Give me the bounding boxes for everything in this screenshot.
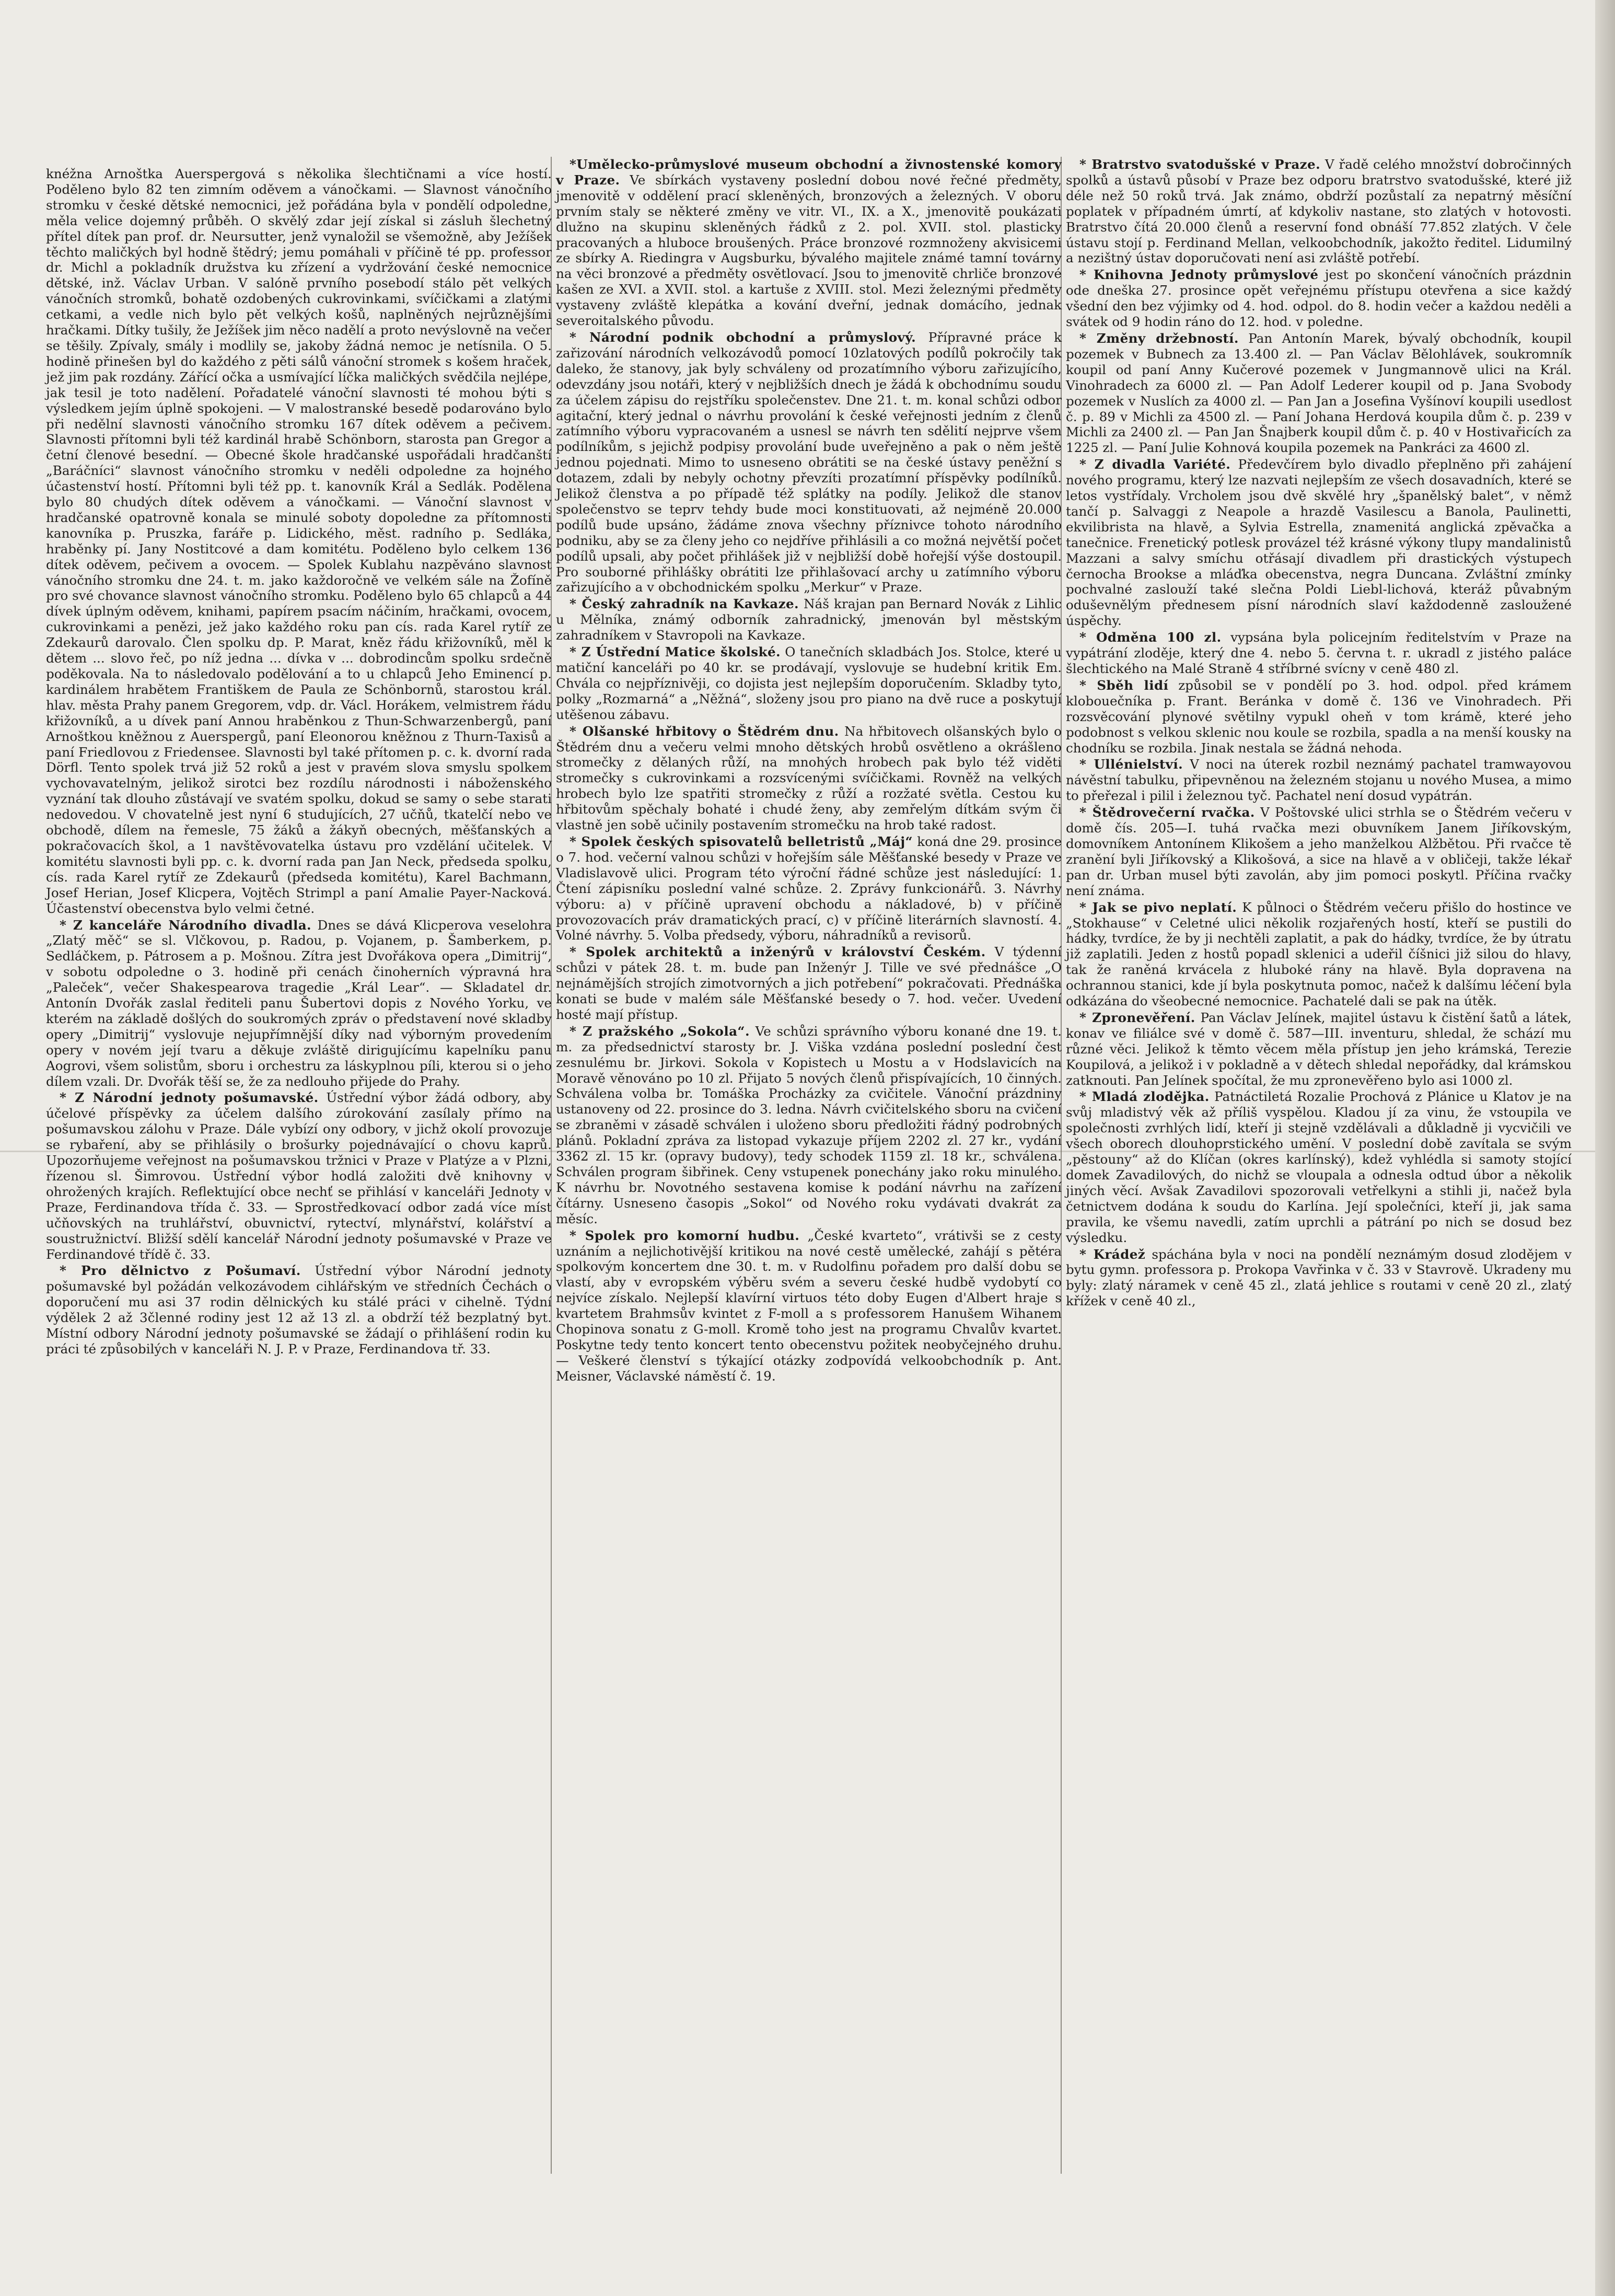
news-text: V řadě celého množství dobročinných spolků a ústavů působí v Praze bez odporu bratrstvo svatodušské, které již déle než 50 roků trvá. Jak známo, obdrží pozůstalí za nepatrný měsíční poplatek v případném úmrtí, ať kdykoliv nastane, sto zlatých v hotovosti. Bratrstvo čítá 20.000 členů a reservní fond obnáší 77.852 zlatých. V čele ústavu stojí p. Ferdinand Mellan, velkoobchodník, jakožto ředitel. Lidumilný a nezištný ústav doporučovati není asi zvláště potřebí. bbox=[1066, 157, 1572, 266]
news-text: knéžna Arnoštka Auerspergová s několika šlechtičnami a více hostí. Poděleno bylo 82 ten zimním oděvem a vánočkami. — Slavnost vánočního stromku v české dětské nemocnici, jež pořádána byla v pondělí odpoledne, měla velice dojemný průběh. O skvělý zdar její získal si zásluh šlechetný přítel dítek pan prof. dr. Neursutter, jenž vynaložil se všemožně, aby Ježíšek těchto maličkých byl hodně štědrý; jemu pomáhali v příčině té pp. professor dr. Michl a pokladník družstva ku zřízení a vydržování české nemocnice dětské, inž. Václav Urban. V salóně prvního posebodí stálo pět velkých vánočních stromků, bohatě ozdobených cukrovinkami, svíčičkami a zlatými cetkami, a vedle nich bylo pět velkých košů, naplněných nejrůznějšími hračkami. Dítky tušily, že Ježíšek jim něco nadělí a proto nevýslovně na večer se těšily. Zpívaly, smály i modlily se, jakoby žádná nemoc je netísnila. O 5. hodině přinešen byl do každého z pěti sálů vánoční stromek s košem hraček, jež jim pak rozdány. Zářící očka a usmívající líčka maličkých svědčila nejlépe, jak tesil je toto nadělení. Pořadatelé vánoční slavnosti té mohou býti s výsledkem jejím úplně spokojeni. — V malostranské besedě podarováno bylo při nedělní slavnosti vánočního stromku 167 dítek oděvem a pečivem. Slavnosti přítomni byli též kardinál hrabě Schönborn, starosta pan Gregor a četní členové besední. — Obecné škole hradčanské uspořádali hradčanští „Baráčníci“ slavnost vánočního stromku v neděli odpoledne za hojného účastenství hostí. Přítomni byli též pp. t. kanovník Král a Sedlák. Podělena bylo 80 chudých dítek oděvem a vánočkami. — Vánoční slavnost v hradčanské opatrovně konala se minulé soboty dopoledne za přítomnosti kanovníka p. Pruszka, faráře p. Lidického, měst. radního p. Sedláka, hraběnky pí. Jany Nostitcové a dam komitétu. Poděleno bylo celkem 136 dítek oděvem, pečivem a ovocem. — Spolek Kublahu nazpěváno slavnost vánočního stromku dne 24. t. m. jako každoročně ve velkém sále na Žofíně pro své chovance slavnost vánočního stromku. Poděleno bylo 65 chlapců a 44 dívek úplným oděvem, knihami, papírem psacím náčiním, hračkami, ovocem, cukrovinkami a penězi, jež jako každého roku pan cís. rada Karel rytíř ze Zdekaurů darovalo. Člen spolku dp. P. Marat, kněz řádu křižovníků, měl k dětem ... slovo řeč, po níž jedna ... dívka v ... dobrodincům spolku srdečně poděkovala. Na to následovalo podělování a to u chlapců Jeho Eminencí p. kardinálem hrabětem Františkem de Paula ze Schönbornů, starostou král. hlav. města Prahy panem Gregorem, vdp. dr. Václ. Horákem, velmistrem řádu křižovníků, a u dívek paní Annou hraběnkou z Thun-Schwarzenbergů, paní Arnoštkou kněžnou z Auerspergů, paní Eleonorou kněžnou z Thurn-Taxisů a paní Friedlovou z Friedensee. Slavnosti byl také přítomen p. c. k. dvorní rada Dörfl. Tento spolek trvá již 52 roků a jest v pravém slova smyslu spolkem vychovavatelným, jelikož sirotci bez rozdílu národnosti i náboženského vyznání tak dlouho zůstávají ve svatém spolku, dokud se samy o sebe starati nedovedou. V chovatelně jest nyní 6 studujících, 27 učňů, tkatelčí nebo ve obchodě, dílem na řemesle, 75 žáků a žákyň obecných, měšťanských a pokračovacích škol, a 1 navštěvovatelka ústavu pro vzdělání učitelek. V komitétu slavnosti byli pp. c. k. dvorní rada pan Jan Neck, předseda spolku, cís. rada Karel rytíř ze Zdekaurů (předseda komitétu), Karel Bachmann, Josef Herian, Josef Klicpera, Vojtěch Strimpl a paní Amalie Payer-Nacková. Účastenství obecenstva bylo velmi četné. bbox=[46, 166, 552, 916]
column-right bbox=[1066, 157, 1572, 1310]
news-headline: *Umělecko-průmyslové museum obchodní a živnostenské komory v Praze. bbox=[556, 157, 1062, 188]
news-headline: * Z divadla Variété. bbox=[1079, 457, 1231, 472]
column-left bbox=[46, 166, 552, 1358]
news-text: Na hřbitovech olšanských bylo o Štědrém dnu a večeru velmi mnoho dětských hrobů osvětleno a okrášleno stromečky z dělaných růží, na mnohých hrobech pak bylo též viděti stromečky s cukrovinkami a rozsvícenými svíčičkami. Rovněž na velkých hrobech bylo lze spatřiti stromečky z růží a rozžaté světla. Cestou ku hřbitovům spěchaly bohaté i chudé ženy, aby zemřelým dítkám svým či vlastně jen sobě učinily postavením stromečku na hrob také radost. bbox=[556, 723, 1062, 833]
news-text: Pan Antonín Marek, bývalý obchodník, koupil pozemek v Bubnech za 13.400 zl. — Pan Václav Bělohlávek, soukromník koupil od paní Anny Kučerové pozemek v Jungmannově ulici na Král. Vinohradech za 6000 zl. — Pan Adolf Lederer koupil od p. Jana Svobody pozemek v Nuslích za 4000 zl. — Pan Jan a Josefina Vyšínoví koupili usedlost č. p. 89 v Michli za 4500 zl. — Paní Johana Herdová koupila dům č. p. 239 v Michli za 2400 zl. — Pan Jan Šnajberk koupil dům č. p. 40 v Hostivařicích za 1225 zl. — Paní Julie Kohnová koupila pozemek na Pankráci za 4600 zl. bbox=[1066, 330, 1572, 456]
news-text: O tanečních skladbách Jos. Stolce, které u matiční kanceláři po 40 kr. se prodávají, vyslovuje se hudební kritik Em. Chvála co nejpříznivěji, co dojista jest nejlepším doporučením. Skladby tyto, polky „Rozmarná“ a „Něžná“, složeny jsou pro piano na dvě ruce a poskytují utěšenou zábavu. bbox=[556, 644, 1062, 722]
news-text: V Poštovské ulici strhla se o Štědrém večeru v domě čís. 205—I. tuhá rvačka mezi obuvníkem Janem Jiříkovským, domovníkem Antonínem Klikošem a jeho manželkou Alžbětou. Při rvačce tě zranění byli Jiříkovský a Klikošová, a sice na hlavě a v obličeji, takže lékař pan dr. Urban musel býti zavolán, aby jim pomoci poskytl. Příčina rvačky není známa. bbox=[1066, 805, 1572, 898]
news-headline: * Ullénielství. bbox=[1079, 757, 1183, 772]
news-text: „České kvarteto“, vrátivši se z cesty uznáním a nejlichotivější kritikou na nové cestě umělecké, zahájí s pětéra spolkovým koncertem dne 30. t. m. v Rudolfinu pořadem pro další dobu se vlastí, aby v evropském výběru svém a severu české hudbě vydobytí co nejvíce získalo. Nejlepší klavírní virtuos této doby Eugen d'Albert hraje s kvartetem Brahmsův kvintet z F-moll a s professorem Hanušem Wihanem Chopinova sonatu z G-moll. Kromě toho jest na programu Chvalův kvartet. Poskytne tedy tento koncert tento obecenstvu požitek neobyčejného druhu. — Veškeré členství s týkající otázky zodpovídá velkoobchodník p. Ant. Meisner, Václavské náměstí č. 19. bbox=[556, 1227, 1062, 1384]
news-item bbox=[556, 644, 1062, 723]
news-item bbox=[556, 724, 1062, 833]
news-headline: * Z Ústřední Matice školské. bbox=[570, 644, 781, 660]
news-headline: * Olšanské hřbitovy o Štědrém dnu. bbox=[570, 723, 839, 739]
news-item bbox=[556, 1228, 1062, 1384]
news-headline: * Mladá zlodějka. bbox=[1079, 1089, 1210, 1105]
news-item bbox=[1066, 457, 1572, 629]
news-headline: * Štědrovečerní rvačka. bbox=[1079, 805, 1255, 820]
news-item bbox=[556, 596, 1062, 643]
news-item bbox=[1066, 757, 1572, 804]
news-text: Ústřední výbor Národní jednoty pošumavské byl požádán velkozávodem cihlářským ve středních Čechách o doporučení mu asi 37 rodin dělnických ku stálé práci v cihelně. Týdní výdělek 2 až 3členné rodiny jest 12 až 13 zl. a obdrží též bezplatný byt. Místní odbory Národní jednoty pošumavské se žádají o přihlášení rodin ku práci té způsobilých v kanceláři N. J. P. v Praze, Ferdinandova tř. 33. bbox=[46, 1263, 552, 1356]
news-item bbox=[1066, 267, 1572, 330]
news-text: Ve sbírkách vystaveny poslední dobou nové řečné předměty, jmenovitě v oddělení prací skleněných, bronzových a železných. V oboru prvním staly se některé změny ve vitr. VI., IX. a X., jmenovitě poukázati dlužno na skupinu skleněných řádků z 2. pol. XVII. stol. plasticky pracovaných a hluboce broušených. Práce bronzové rozmnoženy akvisicemi ze sbírky A. Riedingra v Augsburku, bývalého majitele známé tamní továrny na věci bronzové a předměty osvětlovací. Jsou to jmenovitě chrliče bronzové kašen ze XVI. a XVII. stol. a kartuše z XVIII. stol. Mezi železnými předměty vystaveny zvláště klepátka a kování dveřní, jednak domácího, jednak severoitalského původu. bbox=[556, 172, 1062, 329]
news-text: koná dne 29. prosince o 7. hod. večerní valnou schůzi v hořejším sále Měšťanské besedy v Praze ve Vladislavově ulici. Program této výroční řádné schůze jest následující: 1. Čtení zápisníku poslední valné schůze. 2. Zprávy funkcionářů. 3. Návrhy výboru: a) v příčině upravení obchodu a nákladové, b) v příčině provozovacích práv dramatických prací, c) v příčině literárních slavností. 4. Volné návrhy. 5. Volba předsedy, výboru, náhradníků a revisorů. bbox=[556, 833, 1062, 943]
news-text: Dnes se dává Klicperova veselohra „Zlatý měč“ se sl. Vlčkovou, p. Radou, p. Vojanem, p. Šamberkem, p. Sedláčkem, p. Pátrosem a p. Mošnou. Zítra jest Dvořákova opera „Dimitrij“, v sobotu odpoledne o 3. hodině při cenách činoherních výpravná hra „Paleček“, večer Shakespearova tragedie „Král Lear“. — Skladatel dr. Antonín Dvořák zaslal řediteli panu Šubertovi dopis z Nového Yorku, ve kterém na základě došlých do soukromých zpráv o představení nové skladby opery „Dimitrij“ vyslovuje nejupřímnější díky nad výborným provedením opery v novém její tvaru a děkuje zvláště dirigujícímu kapelníku panu Aogrovi, všem solistům, sboru i orchestru za láskyplnou píli, kterou si o jeho dílem vzali. Dr. Dvořák těší se, že za nedlouho přijede do Prahy. bbox=[46, 917, 552, 1089]
news-item bbox=[556, 834, 1062, 943]
news-text: K půlnoci o Štědrém večeru přišlo do hostince ve „Stokhause“ v Celetné ulici několik rozjařených hostí, kteří se pustili do hádky, tvrdíce, že by ji nechtěli zaplatit, a pak do hádky, tvrdíce, že by útratu již zaplatili. Jeden z hostů popadl sklenici a udeřil číšnici již silou do hlavy, tak že raněná krvácela z hluboké rány na hlavě. Byla dopravena na ochrannou stanici, kde jí byla poskytnuta pomoc, načež k dalšímu léčení byla odkázána do všeobecné nemocnice. Pachatelé dali se pak na útěk. bbox=[1066, 899, 1572, 1009]
news-text: Pan Václav Jelínek, majitel ústavu k čistění šatů a látek, konav ve filiálce své v domě č. 587—III. inventuru, shledal, že schází mu různé věci. Jelikož k těmto věcem měla přístup jen jeho krámská, Terezie Koupilová, a jelikož i v pokladně a v dětech shledal nepořádky, dal krámskou zatknouti. Pan Jelínek spočítal, že mu zpronevěřeno bylo asi 1000 zl. bbox=[1066, 1010, 1572, 1088]
news-headline: * Národní podnik obchodní a průmyslový. bbox=[570, 329, 916, 345]
news-headline: * Z Národní jednoty pošumavské. bbox=[60, 1090, 319, 1106]
news-headline: * Krádež bbox=[1079, 1246, 1146, 1262]
news-headline: * Jak se pivo neplatí. bbox=[1079, 899, 1237, 915]
page-edge bbox=[1595, 0, 1615, 2296]
news-headline: * Český zahradník na Kavkaze. bbox=[570, 596, 799, 612]
news-item bbox=[1066, 900, 1572, 1009]
news-item bbox=[46, 1263, 552, 1356]
news-text: způsobil se v pondělí po 3. hod. odpol. před krámem klobouečníka p. Frant. Beránka v domě č. 136 ve Vinohradech. Při rozsvěcování plynové světilny vypukl oheň v tom krámě, které jeho podobnost s velkou sklenic nou koule se rozbila, spadla a na menší kousky na chodníku se rozbila. Jinak nestala se žádná nehoda. bbox=[1066, 677, 1572, 756]
news-headline: * Z kanceláře Národního divadla. bbox=[60, 917, 312, 933]
news-item bbox=[46, 1090, 552, 1262]
news-item bbox=[556, 157, 1062, 329]
news-headline: * Změny držebností. bbox=[1079, 330, 1239, 346]
news-text: Náš krajan pan Bernard Novák z Lihlic u Mělníka, známý odborník zahradnický, jmenován byl městským zahradníkem v Stavropoli na Kavkaze. bbox=[556, 596, 1062, 643]
news-headline: * Pro dělnictvo z Pošumaví. bbox=[60, 1263, 301, 1279]
news-text: Patnáctiletá Rozalie Prochová z Plánice u Klatov je na svůj mladistvý věk až příliš vyspělou. Kladou jí za vinu, že vstoupila ve společnosti zvrhlých lidí, kteří ji stejně vzdělávali a důkladně ji vycvičili ve všech oborech dlouhoprstického umění. V poslední době zavítala se svým „pěstouny“ až do Klíčan (okres karlínský), kdež vyhlédla si samoty stojící domek Zavadilových, do nichž se vloupala a odnesla odtud úbor a několik jiných věcí. Avšak Zavadilovi spozorovali vetřelkyni a stihli ji, načež byla četnictvem dodána k soudu do Karlína. Její společníci, kteří ji, jak sama pravila, ke všemu navedli, zatím uprchli a pátrání po nich se dosud bez výsledku. bbox=[1066, 1089, 1572, 1245]
news-text: jest po skončení vánočních prázdnin ode dneška 27. prosince opět veřejnému přístupu otevřena a sice každý všední den bez výjimky od 4. hod. odpol. do 8. hodin večer a každou neděli a svátek od 9 hodin ráno do 12. hod. v poledne. bbox=[1066, 267, 1572, 330]
news-item bbox=[1066, 630, 1572, 677]
news-item bbox=[1066, 331, 1572, 456]
news-text: Ústřední výbor žádá odbory, aby účelové příspěvky za účelem dalšího zúrokování zasílaly přímo na pošumavskou zálohu v Praze. Dále vybízí ony odbory, v jichž okolí provozuje se rybaření, aby se přihlásily o brošurky pojednávající o chovu kaprů. Upozorňujeme veřejnost na pošumavskou tržnici v Praze v Platýze a v Plzni, řízenou sl. Šimrovou. Ústřední výbor hodlá založiti dvě knihovny v ohrožených krajích. Reflektující obce nechť se přihlásí v kanceláři Jednoty v Praze, Ferdinandova třída č. 33. — Sprostředkovací odbor zadá více míst učňovských na truhlářství, obuvnictví, rytectví, mlynářství, kolářství a soustružnictví. Bližší sdělí kancelář Národní jednoty pošumavské v Praze ve Ferdinandové třídě č. 33. bbox=[46, 1090, 552, 1262]
news-headline: * Z pražského „Sokola“. bbox=[570, 1023, 750, 1039]
news-headline: * Bratrstvo svatodušské v Praze. bbox=[1079, 157, 1321, 172]
news-text: Předevčírem bylo divadlo přeplněno při zahájení nového programu, který lze nazvati nejlepším ze všech dosavadních, které se letos vystřídaly. Vrcholem jsou dvě skvělé hry „španělský balet“, v němž tančí p. Salvaggi z Neapole a hrazdě Vasilescu a Banola, Paulinetti, ekvilibrista na hlavě, a Sylvia Estrella, znamenitá anglická zpěvačka a tanečnice. Frenetický potlesk provázel též krásné výkony tlupy mandalinistů Mazzani a salvy smíchu otřásají divadlem při drastických výstupech černocha Brookse a mláďka obecenstva, negra Duncana. Zvláštní zmínky pochvalné zaslouží také slečna Poldi Liebl-lichová, kteráž půvabným oduševnělým přednesem písní národních slaví každodenně zasloužené úspěchy. bbox=[1066, 457, 1572, 629]
news-text: V noci na úterek rozbil neznámý pachatel tramwayovou návěstní tabulku, připevněnou na železném stojanu u nového Musea, a mimo to přeřezal i pilil i železnou tyč. Pachatel není dosud vypátrán. bbox=[1066, 757, 1572, 804]
news-headline: * Spolek pro komorní hudbu. bbox=[570, 1227, 800, 1243]
news-text: V týdenní schůzi v pátek 28. t. m. bude pan Inženýr J. Tille ve své přednášce „O nejnámějších strojích zimotvorných a jich potřebení“ pokračovati. Přednáška konati se bude v malém sále Měšťanské besedy o 7. hod. večer. Uvedení hosté mají přístup. bbox=[556, 944, 1062, 1022]
news-item bbox=[1066, 1010, 1572, 1088]
news-headline: * Odměna 100 zl. bbox=[1079, 630, 1222, 645]
news-item bbox=[1066, 157, 1572, 266]
news-item bbox=[556, 1024, 1062, 1227]
news-headline: * Zpronevěření. bbox=[1079, 1010, 1195, 1025]
news-item bbox=[46, 166, 552, 917]
news-item bbox=[1066, 1247, 1572, 1309]
news-item bbox=[1066, 805, 1572, 898]
news-text: vypsána byla policejním ředitelstvím v Praze na vypátrání zloděje, který dne 4. nebo 5. června t. r. ukradl z jistého paláce šlechtického na Malé Straně 4 stříbrné svícny v ceně 480 zl. bbox=[1066, 630, 1572, 676]
news-item bbox=[556, 944, 1062, 1023]
news-headline: * Knihovna Jednoty průmyslové bbox=[1079, 267, 1319, 283]
news-text: Přípravné práce k zařizování národních velkozávodů pomocí 10zlatových podílů pokročily tak daleko, že stanovy, jak byly schváleny od prozatímního výboru zařizujícího, odevzdány jsou notáři, který v nejbližších dnech je žádá k obchodnímu soudu za účelem zápisu do rejstříku společenstev. Dne 21. t. m. konal schůzi odbor agitační, který jednal o návrhu provolání k české veřejnosti jedním z členů zatímního výboru vypracovaném a usnesl se návrh ten sdělití nejprve všem podílníkům, s jejichž podpisy provolání bude uveřejněno a pak o něm ještě jednou pojednati. Mimo to usneseno obrátiti se na české ústavy peněžní s dotazem, zdali by nebyly ochotny převzíti prozatímní příspěvky podílníků. Jelikož členstva a po případě též splátky na podíly. Jelikož dle stanov společenstvo se teprv tehdy bude moci konstituovati, až nejméně 20.000 podílů bude upsáno, žádáme znova všechny příznivce tohoto národního podniku, aby se za členy jeho co nejdříve přihlásili a co možná největší počet podílů upsali, aby počet přihlášek již v nejbližší době hořejší výše dostoupil. Pro souborné přihlášky obrátiti lze přihlašovací archy u zatímního výboru zařizujícího a v obchodnickém spolku „Merkur“ v Praze. bbox=[556, 329, 1062, 595]
column-middle bbox=[556, 157, 1062, 1385]
news-headline: * Sběh lidí bbox=[1079, 677, 1169, 693]
news-text: Ve schůzi správního výboru konané dne 19. t. m. za předsednictví starosty br. J. Viška vzdána poslední poslední čest zesnulému br. Jirkovi. Sokola v Kopistech u Mostu a v Hodslavicích na Moravě věnováno po 10 zl. Přijato 5 nových členů přispívajících, 10 činných. Schválena volba br. Tomáška Procházky za cvičitele. Vánoční prázdniny ustanoveny od 22. prosince do 3. ledna. Návrh cvičitelského sboru na cvičení se zbraněmi v zásadě schválen i uloženo sboru předložiti řádný podrobných plánů. Pokladní zpráva za listopad vykazuje příjem 2202 zl. 27 kr., vydání 3362 zl. 15 kr. (opravy budovy), tedy schodek 1159 zl. 18 kr., schválena. Schválen program šibřinek. Ceny vstupenek ponechány jako roku minulého. K návrhu br. Novotného sestavena komise k podání návrhu na zařízení čítárny. Usneseno časopis „Sokol“ od Nového roku vydávati dvakrát za měsíc. bbox=[556, 1023, 1062, 1226]
news-item bbox=[556, 330, 1062, 595]
news-item bbox=[46, 918, 552, 1089]
news-text: spáchána byla v noci na pondělí neznámým dosud zlodějem v bytu gymn. professora p. Prokopa Vavřinka v č. 33 v Stavrově. Ukradeny mu byly: zlatý náramek v ceně 45 zl., zlatá jehlice s routami v ceně 20 zl., zlatý křížek v ceně 40 zl., bbox=[1066, 1246, 1572, 1309]
news-headline: * Spolek architektů a inženýrů v království Českém. bbox=[570, 944, 986, 960]
news-item bbox=[1066, 1089, 1572, 1245]
news-item bbox=[1066, 678, 1572, 756]
news-headline: * Spolek českých spisovatelů belletristů „Máj“ bbox=[570, 833, 913, 849]
